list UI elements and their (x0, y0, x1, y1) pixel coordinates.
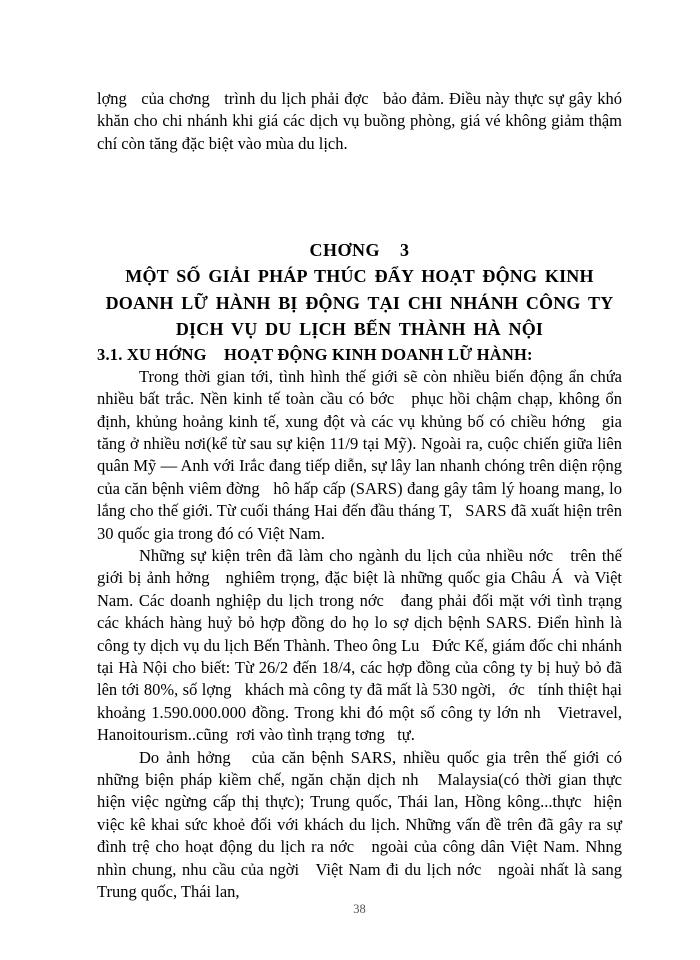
chapter-title-line: DỊCH VỤ DU LỊCH BẾN THÀNH HÀ NỘI (175, 319, 544, 340)
chapter-title-line: DOANH LỮ HÀNH BỊ ĐỘNG TẠI CHI NHÁNH CÔNG TY (105, 292, 614, 313)
paragraph-continuation: lợng của chơng trình du lịch phải đợc bảo đảm. Điều này thực sự gây khó khăn cho chi nhánh khi giá các dịch vụ buồng phòng, giá vé không giảm thậm chí còn tăng đặc biệt vào mùa du lịch. (97, 89, 627, 153)
page-number: 38 (353, 902, 366, 916)
chapter-heading-block (97, 237, 622, 343)
section-heading: 3.1. XU HỚNG HOẠT ĐỘNG KINH DOANH LỮ HÀNH: (97, 344, 533, 364)
paragraph: Trong thời gian tới, tình hình thế giới sẽ còn nhiều biến động ẩn chứa nhiều bất trắc. Nền kinh tế toàn cầu có bớc phục hồi chậm chạp, không ổn định, khủng hoảng kinh tế, xung đột và các vụ khủng bố có chiều hớng gia tăng ở nhiều nơi(kể từ sau sự kiện 11/9 tại Mỹ). Ngoài ra, cuộc chiến giữa liên quân Mỹ — Anh với Irắc đang tiếp diễn, sự lây lan nhanh chóng trên diện rộng của căn bệnh viêm đờng hô hấp cấp (SARS) đang gây tâm lý hoang mang, lo lắng cho thế giới. Từ cuối tháng Hai đến đầu tháng T, SARS đã xuất hiện trên 30 quốc gia trong đó có Việt Nam. (97, 366, 627, 543)
chapter-title (97, 263, 622, 343)
chapter-number-heading: CHƠNG 3 (309, 240, 410, 261)
paragraph: Những sự kiện trên đã làm cho ngành du lịch của nhiều nớc trên thế giới bị ảnh hởng nghiêm trọng, đặc biệt là những quốc gia Châu Á và Việt Nam. Các doanh nghiệp du lịch trong nớc đang phải đối mặt với tình trạng các khách hàng huỷ bỏ hợp đồng do họ lo sợ dịch bệnh SARS. Điển hình là công ty dịch vụ du lịch Bến Thành. Theo ông Lu Đức Kế, giám đốc chi nhánh tại Hà Nội cho biết: Từ 26/2 đến 18/4, các hợp đồng của công ty bị huỷ bỏ đã lên tới 80%, số lợng khách mà công ty đã mất là 530 ngời, ớc tính thiệt hại khoảng 1.590.000.000 đồng. Trong khi đó một số công ty lớn nh Vietravel, Hanoitourism..cũng rơi vào tình trạng tơng tự. (97, 545, 627, 745)
paragraph: Do ảnh hởng của căn bệnh SARS, nhiều quốc gia trên thế giới có những biện pháp kiềm chế, ngăn chặn dịch nh Malaysia(có thời gian thực hiện việc ngừng cấp thị thực); Trung quốc, Thái lan, Hồng kông...thực hiện việc kê khai sức khoẻ đối với khách du lịch. Những vấn đề trên đã gây ra sự đình trệ cho hoạt động du lịch ra nớc ngoài của công dân Việt Nam. Nhng nhìn chung, nhu cầu của ngời Việt Nam đi du lịch nớc ngoài nhất là sang Trung quốc, Thái lan, (97, 747, 635, 902)
chapter-title-line: MỘT SỐ GIẢI PHÁP THÚC ĐẨY HOẠT ĐỘNG KINH (125, 266, 594, 287)
